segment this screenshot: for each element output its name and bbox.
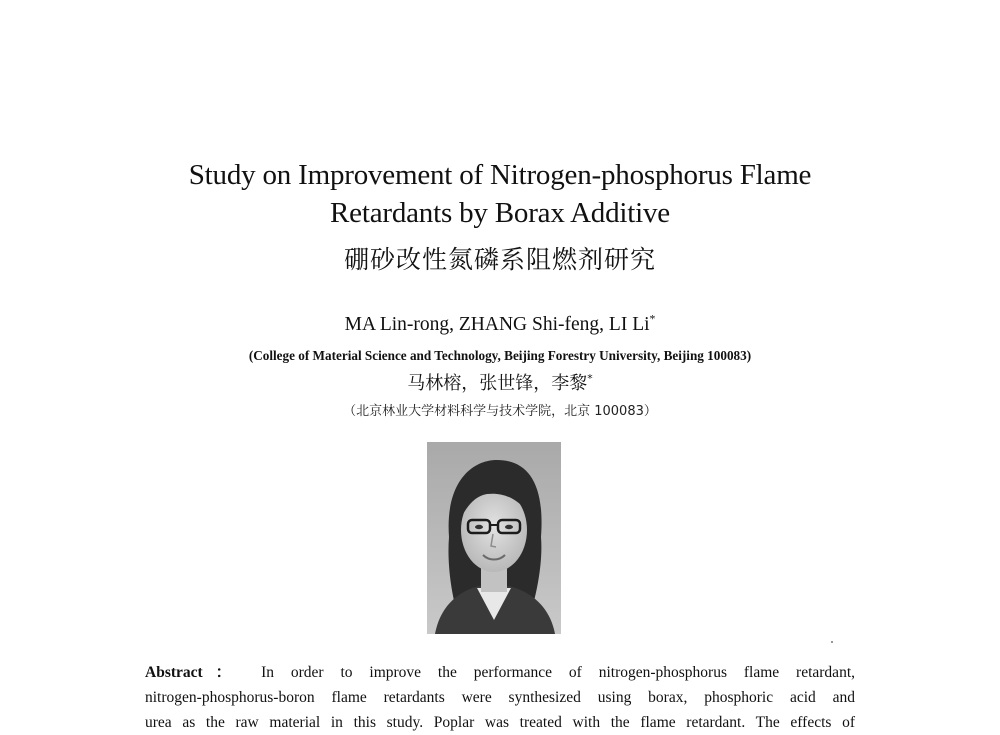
- paper-title-en-line1: Study on Improvement of Nitrogen-phosphorus Flame: [188, 159, 812, 191]
- author-photo: [427, 442, 561, 634]
- authors-en: [0, 314, 1000, 336]
- authors-cn: [0, 369, 1000, 395]
- author-portrait-image: [427, 442, 561, 634]
- paper-title-en: [0, 156, 1000, 232]
- abstract-line-1: [145, 660, 855, 685]
- authors-cn-names: 马林榕，张世锋，李黎: [407, 373, 588, 394]
- affiliation-cn: （北京林业大学材料科学与技术学院，北京 100083）: [343, 404, 657, 419]
- abstract-line-1-text: In order to improve the performance of nitrogen-phosphorus flame retardant,: [261, 664, 855, 681]
- paper-title-en-line2: Retardants by Borax Additive: [330, 197, 670, 229]
- scan-speck: [831, 641, 833, 643]
- authors-en-names: MA Lin-rong, ZHANG Shi-feng, LI Li: [344, 314, 650, 335]
- corresponding-author-mark-cn: *: [587, 372, 593, 385]
- corresponding-author-mark-en: *: [649, 312, 656, 326]
- paper-title-cn: 硼砂改性氮磷系阻燃剂研究: [343, 245, 656, 274]
- affiliation-en: (College of Material Science and Technology, Beijing Forestry University, Beijing 100083): [248, 348, 752, 363]
- abstract-line-2: nitrogen-phosphorus-boron flame retardants were synthesized using borax, phosphoric acid and: [145, 689, 855, 706]
- abstract-line-3: urea as the raw material in this study. Poplar was treated with the flame retardant. The effects of: [145, 714, 855, 731]
- abstract: [145, 660, 855, 735]
- abstract-label: Abstract：: [145, 664, 245, 681]
